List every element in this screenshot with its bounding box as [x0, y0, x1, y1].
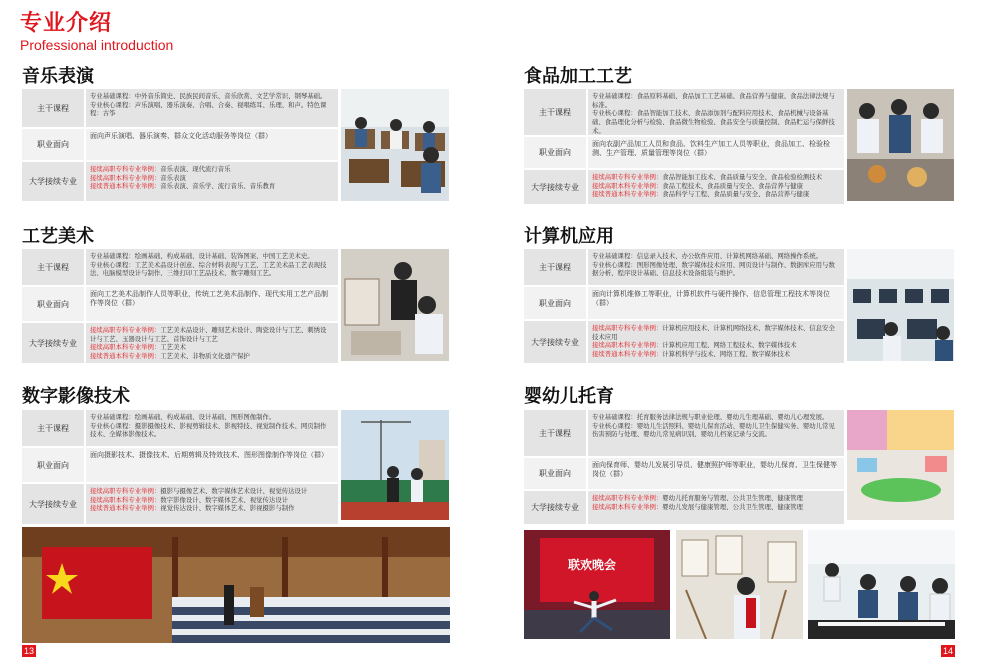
photo-ceremony — [22, 527, 450, 643]
uni-line — [90, 343, 332, 352]
uni-line — [90, 504, 332, 513]
photo-food-lab-art — [847, 89, 954, 201]
table-row-career — [22, 129, 338, 160]
table-row-uni — [22, 484, 338, 524]
uni-value: 视觉传达设计、数字媒体艺术、影视摄影与制作 — [160, 504, 295, 513]
uni-line — [90, 165, 332, 174]
uni-key: 接续高职本科专业举例： — [592, 181, 663, 190]
table-row-main — [524, 410, 844, 456]
table-row-main — [22, 89, 338, 127]
main-line: 专业基础课程：绘画基础、构成基础、设计基础、图形图像制作。 — [90, 413, 276, 421]
main-line: 专业核心课程：摄影摄像技术、影视剪辑技术、影视特技、视觉制作技术、网页制作技术、全媒体影像技术。 — [90, 421, 327, 439]
uni-line — [90, 182, 332, 191]
row-content — [86, 89, 338, 127]
row-content — [86, 410, 338, 446]
table-row-uni — [22, 162, 338, 201]
page-number-left: 13 — [24, 646, 35, 656]
uni-value: 数字影像设计、数字媒体艺术、视觉传达设计 — [160, 495, 289, 504]
main-line: 专业基础课程：信息录入技术、办公软件应用、计算机网络基础、网络操作系统。 — [592, 252, 823, 260]
photo-sketch-class — [676, 530, 803, 639]
uni-line — [592, 182, 838, 191]
career-line: 面向声乐演唱、器乐演奏、群众文化活动服务等岗位（群） — [90, 132, 272, 140]
career-line: 面向工艺美术品制作人员等职业，传统工艺美术品制作、现代实用工艺产品制作等岗位（群） — [90, 290, 328, 308]
row-label: 大学接续专业 — [22, 162, 84, 201]
section-title: 婴幼儿托育 — [524, 386, 614, 407]
photo-piano-class — [808, 530, 955, 639]
photo-party — [524, 530, 670, 639]
table-row-uni — [524, 321, 844, 363]
uni-line — [90, 174, 332, 183]
photo-party-art — [524, 530, 670, 639]
row-label: 大学接续专业 — [22, 323, 84, 363]
uni-value: 摄影与摄像艺术、数字媒体艺术设计、视觉传达设计 — [160, 487, 308, 495]
career-line: 面向计算机维修工等职业，计算机软件与硬件操作、信息管理工程技术等岗位（群） — [592, 290, 830, 308]
row-label: 主干课程 — [524, 249, 586, 285]
table-row-main — [524, 249, 844, 285]
table-row-career — [22, 287, 338, 321]
row-content — [86, 162, 338, 201]
section-title: 数字影像技术 — [22, 386, 130, 407]
section-title: 计算机应用 — [524, 226, 614, 247]
row-content — [588, 491, 844, 524]
row-content — [588, 170, 844, 204]
row-label: 职业面向 — [524, 137, 586, 168]
photo-computer-lab — [847, 249, 954, 361]
uni-value: 工艺美术品设计、雕刻艺术设计、陶瓷设计与工艺、刺绣设计与工艺、玉器设计与工艺、首饰设计与工艺 — [90, 326, 327, 343]
uni-key: 接续高职本科专业举例： — [592, 341, 663, 350]
row-label: 大学接续专业 — [524, 491, 586, 524]
career-line: 面向保育师、婴幼儿发展引导员、健康照护师等职业，婴幼儿保育、卫生保健等岗位（群） — [592, 461, 837, 479]
uni-key: 接续高职专科专业举例： — [592, 494, 663, 502]
row-content — [588, 410, 844, 456]
photo-music-class — [341, 89, 449, 201]
row-label: 职业面向 — [524, 287, 586, 319]
row-content — [86, 249, 338, 285]
row-label: 主干课程 — [524, 410, 586, 456]
main-line: 专业核心课程：食品智能加工技术、食品添加剂与配料应用技术、食品机械与设备基础、食品理化分析与检验、食品微生物检验、食品安全与质量控制、食品贮运与保鲜技术。 — [592, 109, 835, 135]
photo-sketch-class-art — [676, 530, 803, 639]
photo-piano-class-art — [808, 530, 955, 639]
uni-key: 接续高职专科专业举例： — [90, 487, 161, 495]
photo-music-class-art — [341, 89, 449, 201]
uni-line — [592, 324, 838, 341]
table-row-main — [22, 249, 338, 285]
uni-value: 婴幼儿发展与健康管理、公共卫生管理、健康管理 — [662, 502, 803, 511]
uni-value: 音乐表演、现代流行音乐 — [160, 165, 231, 173]
main-line: 专业核心课程：声乐演唱、器乐演奏、合唱、合奏、视唱练耳、乐理、和声。特色课程：古筝 — [90, 100, 327, 118]
course-table — [524, 410, 844, 524]
row-label: 大学接续专业 — [524, 321, 586, 363]
uni-key: 接续高职本科专业举例： — [90, 495, 161, 504]
main-line: 专业基础课程：绘画基础、构成基础、设计基础、装饰图案、中国工艺美术史。 — [90, 252, 314, 260]
uni-value: 计算机科学与技术、网络工程、数字媒体技术 — [662, 349, 791, 358]
row-content — [86, 287, 338, 321]
party-banner-text: 联欢晚会 — [568, 558, 617, 572]
uni-value: 计算机应用技术、计算机网络技术、数字媒体技术、信息安全技术应用 — [592, 324, 835, 341]
course-table — [22, 249, 338, 363]
uni-key: 接续高职专科专业举例： — [90, 165, 161, 173]
photo-art-workshop — [341, 249, 449, 361]
uni-line — [592, 350, 838, 359]
main-line: 专业核心课程：图形图像处理、数字媒体技术应用、网页设计与制作、数据库应用与数据分析、程序设计基础、信息技术设备组装与维护。 — [592, 260, 835, 278]
photo-computer-lab-art — [847, 249, 954, 361]
row-content — [588, 321, 844, 363]
table-row-uni — [524, 491, 844, 524]
row-content — [86, 448, 338, 482]
uni-value: 工艺美术、非物质文化遗产保护 — [160, 351, 250, 360]
uni-key: 接续普通本科专业举例： — [90, 351, 161, 360]
uni-key: 接续普通本科专业举例： — [90, 504, 161, 513]
uni-value: 婴幼儿托育服务与管理、公共卫生管理、健康管理 — [662, 494, 803, 502]
course-table — [524, 89, 844, 204]
uni-line — [592, 503, 838, 512]
table-row-career — [22, 448, 338, 482]
table-row-uni — [524, 170, 844, 204]
row-label: 职业面向 — [22, 448, 84, 482]
uni-line — [90, 496, 332, 505]
photo-video-shoot — [341, 410, 449, 520]
row-label: 职业面向 — [22, 287, 84, 321]
section-title: 食品加工工艺 — [524, 66, 632, 87]
table-row-uni — [22, 323, 338, 363]
row-label: 主干课程 — [524, 89, 586, 135]
photo-food-lab — [847, 89, 954, 201]
row-label: 大学接续专业 — [524, 170, 586, 204]
uni-line — [90, 326, 332, 343]
uni-key: 接续高职本科专业举例： — [90, 173, 161, 182]
table-row-career — [524, 458, 844, 489]
uni-value: 音乐表演、音乐学、流行音乐、音乐教育 — [160, 182, 276, 191]
section-title: 音乐表演 — [22, 66, 94, 87]
uni-key: 接续普通本科专业举例： — [90, 182, 161, 191]
row-content — [86, 323, 338, 363]
table-row-career — [524, 137, 844, 168]
uni-key: 接续普通本科专业举例： — [592, 190, 663, 199]
uni-line — [90, 487, 332, 496]
row-content — [86, 484, 338, 524]
uni-key: 接续高职专科专业举例： — [592, 173, 663, 181]
photo-nursery — [847, 410, 954, 520]
career-line: 面向摄影技术、摄像技术、后期剪辑及特效技术、图形图像制作等岗位（群） — [90, 451, 328, 459]
row-label: 主干课程 — [22, 410, 84, 446]
uni-value: 食品工程技术、食品质量与安全、食品营养与健康 — [662, 181, 803, 190]
uni-line — [90, 352, 332, 361]
uni-line — [592, 190, 838, 199]
uni-value: 工艺美术 — [160, 343, 186, 352]
uni-value: 音乐表演 — [160, 173, 186, 182]
uni-value: 计算机应用工程、网络工程技术、数字媒体技术 — [662, 341, 797, 350]
uni-key: 接续高职专科专业举例： — [592, 324, 663, 332]
row-label: 大学接续专业 — [22, 484, 84, 524]
row-content — [588, 287, 844, 319]
row-label: 主干课程 — [22, 89, 84, 127]
row-content — [588, 458, 844, 489]
table-row-main — [22, 410, 338, 446]
row-content — [588, 89, 844, 135]
photo-nursery-art — [847, 410, 954, 520]
uni-value: 食品科学与工程、食品质量与安全、食品营养与健康 — [662, 190, 810, 199]
main-line: 专业基础课程：托育服务法律法规与职业伦理、婴幼儿生理基础、婴幼儿心理发展。 — [592, 413, 829, 421]
uni-key: 接续高职本科专业举例： — [90, 343, 161, 352]
photo-art-workshop-art — [341, 249, 449, 361]
page-title: 专业介绍 — [20, 11, 113, 36]
main-line: 专业核心课程：工艺美术品设计创意、综合材料表现与工艺、工艺美术品工艺表现技法、电脑模型设计与制作、三维打印工艺品技术、数字雕刻工艺。 — [90, 260, 327, 278]
course-table — [22, 410, 338, 524]
table-row-main — [524, 89, 844, 135]
row-label: 主干课程 — [22, 249, 84, 285]
career-line: 面向农副产品加工人员和食品、饮料生产加工人员等职业，食品加工、检验检测、生产管理、质量管理等岗位（群） — [592, 140, 830, 158]
uni-line — [592, 494, 838, 503]
table-row-career — [524, 287, 844, 319]
photo-video-shoot-art — [341, 410, 449, 520]
page-subtitle: Professional introduction — [20, 37, 174, 53]
row-content — [588, 137, 844, 168]
main-line: 专业基础课程：食品原料基础、食品加工工艺基础、食品营养与健康、食品法律法规与标准。 — [592, 92, 835, 109]
main-line: 专业基础课程：中外音乐简史、民族民间音乐、音乐欣赏、文艺学常识、钢琴基础。 — [90, 92, 327, 100]
uni-value: 食品智能加工技术、食品质量与安全、食品检验检测技术 — [662, 173, 823, 181]
uni-key: 接续高职本科专业举例： — [592, 502, 663, 511]
uni-key: 接续高职专科专业举例： — [90, 326, 161, 334]
uni-line — [592, 341, 838, 350]
row-label: 职业面向 — [524, 458, 586, 489]
section-title: 工艺美术 — [22, 226, 94, 247]
page-number-right: 14 — [943, 646, 954, 656]
course-table — [524, 249, 844, 363]
row-content — [86, 129, 338, 160]
uni-key: 接续普通本科专业举例： — [592, 349, 663, 358]
row-content — [588, 249, 844, 285]
uni-line — [592, 173, 838, 182]
photo-ceremony-art — [22, 527, 450, 643]
main-line: 专业核心课程：婴幼儿生活照料、婴幼儿保育活动、婴幼儿卫生保健实务、婴幼儿常见伤害预防与处理、婴幼儿常见病识别、婴幼儿档案记录与交流。 — [592, 421, 835, 439]
row-label: 职业面向 — [22, 129, 84, 160]
course-table — [22, 89, 338, 201]
